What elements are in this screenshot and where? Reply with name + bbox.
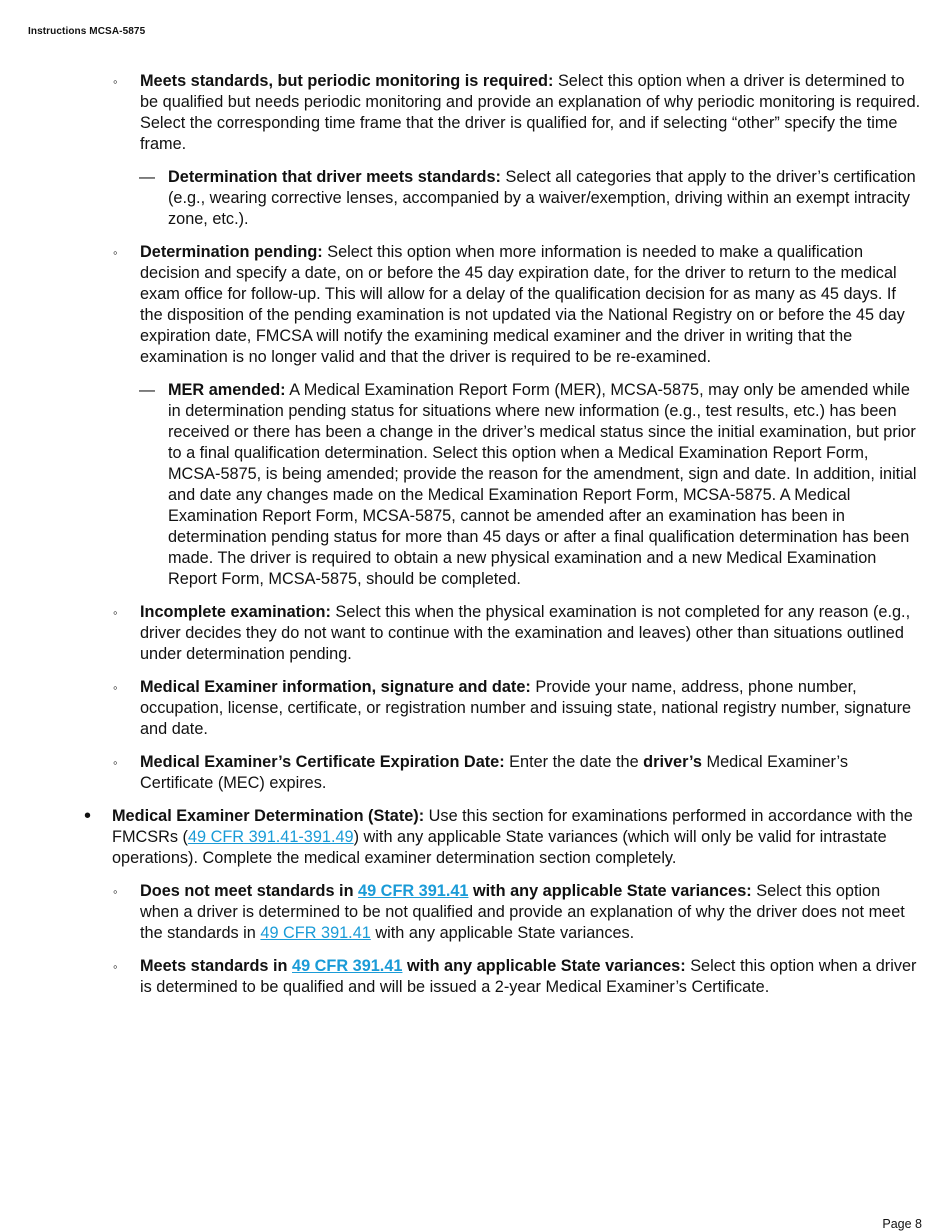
list-item-not-meet-state [0, 881, 922, 944]
item-text: with any applicable State variances. [370, 924, 635, 942]
circle-bullet-icon: ◦ [113, 959, 118, 974]
item-heading: Meets standards, but periodic monitoring is required: [140, 72, 554, 90]
cfr-link[interactable]: 49 CFR 391.41-391.49 [187, 828, 354, 846]
item-text: Select this option when a driver is determined to be qualified and will be issued a 2-year Medical Examiner’s Certificate. [140, 957, 917, 996]
item-text: Select this option when a driver is determined to be not qualified and provide an explanation of why the driver does not meet the standards in [140, 882, 905, 942]
item-heading: Medical Examiner information, signature and date: [140, 678, 531, 696]
item-heading: Meets standards in [140, 957, 293, 975]
list-item-examiner-info [0, 677, 922, 740]
item-text: Select this option when a driver is determined to be qualified but needs periodic monitoring and provide an explanation of why periodic monitoring is required. Select the corresponding time frame that the driver is qualified for, and if selecting “other” specify the time frame. [140, 72, 921, 153]
item-heading: Does not meet standards in [140, 882, 359, 900]
circle-bullet-icon: ◦ [113, 884, 118, 899]
item-text: Medical Examiner’s Certificate (MEC) expires. [140, 753, 848, 792]
circle-bullet-icon: ◦ [113, 755, 118, 770]
list-item-determination-pending [0, 242, 922, 368]
item-heading: with any applicable State variances: [402, 957, 686, 975]
page-header: Instructions MCSA-5875 [28, 26, 146, 37]
dash-bullet-icon: — [139, 169, 155, 186]
item-heading: Medical Examiner’s Certificate Expiration Date: [140, 753, 505, 771]
item-heading: Determination pending: [140, 243, 323, 261]
item-text: A Medical Examination Report Form (MER), MCSA-5875, may only be amended while in determination pending status for situations where new information (e.g., test results, etc.) has been received or there has been a change in the driver’s medical status since the initial examination, but prior to a final qualification determination. Select this option when a Medical Examination Report Form, MCSA-5875, is being amended; provide the reason for the amendment, sign and date. In addition, initial and date any changes made on the Medical Examination Report Form, MCSA-5875. A Medical Examination Report Form, MCSA-5875, cannot be amended after an examination has been in determination pending status for more than 45 days or after a final qualification determination has been made. The driver is required to obtain a new physical examination and a new Medical Examination Report Form, MCSA-5875, should be completed. [168, 381, 917, 588]
cfr-link[interactable]: 49 CFR 391.41 [260, 924, 371, 942]
document-body [0, 71, 950, 998]
item-text: Select this option when more information is needed to make a qualification decision and specify a date, on or before the 45 day expiration date, for the driver to return to the medical exam office for follow-up. This will allow for a delay of the qualification decision for as many as 45 days. If the disposition of the pending examination is not updated via the National Registry on or before the 45 day expiration date, FMCSA will notify the examining medical examiner and the driver in writing that the examination is no longer valid and that the driver is required to be re-examined. [140, 243, 905, 366]
cfr-link[interactable]: 49 CFR 391.41 [358, 882, 469, 900]
item-text: Provide your name, address, phone number, occupation, license, certificate, or registration number and issuing state, national registry number, signature and date. [140, 678, 912, 738]
item-text: Use this section for examinations performed in accordance with the FMCSRs ( [112, 807, 913, 846]
item-emphasis: driver’s [643, 753, 702, 771]
list-item-periodic-monitoring [0, 71, 922, 155]
list-item-mec-expiration [0, 752, 922, 794]
dash-bullet-icon: — [139, 382, 155, 399]
circle-bullet-icon: ◦ [113, 74, 118, 89]
item-heading: MER amended: [168, 381, 286, 399]
item-text: ) with any applicable State variances (which will only be valid for intrastate operations). Complete the medical examiner determination section completely. [112, 828, 887, 867]
item-heading: Medical Examiner Determination (State): [112, 807, 425, 825]
list-item-mer-amended [0, 380, 922, 590]
list-item-determination-meets [0, 167, 922, 230]
cfr-link[interactable]: 49 CFR 391.41 [292, 957, 403, 975]
item-heading: with any applicable State variances: [468, 882, 752, 900]
circle-bullet-icon: ◦ [113, 605, 118, 620]
list-item-state-determination [0, 806, 922, 869]
item-heading: Incomplete examination: [140, 603, 331, 621]
page-number: Page 8 [882, 1217, 922, 1231]
circle-bullet-icon: ◦ [113, 245, 118, 260]
item-text: Select this when the physical examination is not completed for any reason (e.g., driver decides they do not want to continue with the examination and leaves) other than situations outlined under determination pending. [140, 603, 911, 663]
circle-bullet-icon: ◦ [113, 680, 118, 695]
item-text: Enter the date the [504, 753, 644, 771]
item-text: Select all categories that apply to the driver’s certification (e.g., wearing corrective lenses, accompanied by a waiver/exemption, driving within an exempt intracity zone, etc.). [168, 168, 916, 228]
bullet-icon: • [84, 805, 92, 827]
list-item-incomplete-examination [0, 602, 922, 665]
item-heading: Determination that driver meets standards: [168, 168, 501, 186]
list-item-meets-state [0, 956, 922, 998]
